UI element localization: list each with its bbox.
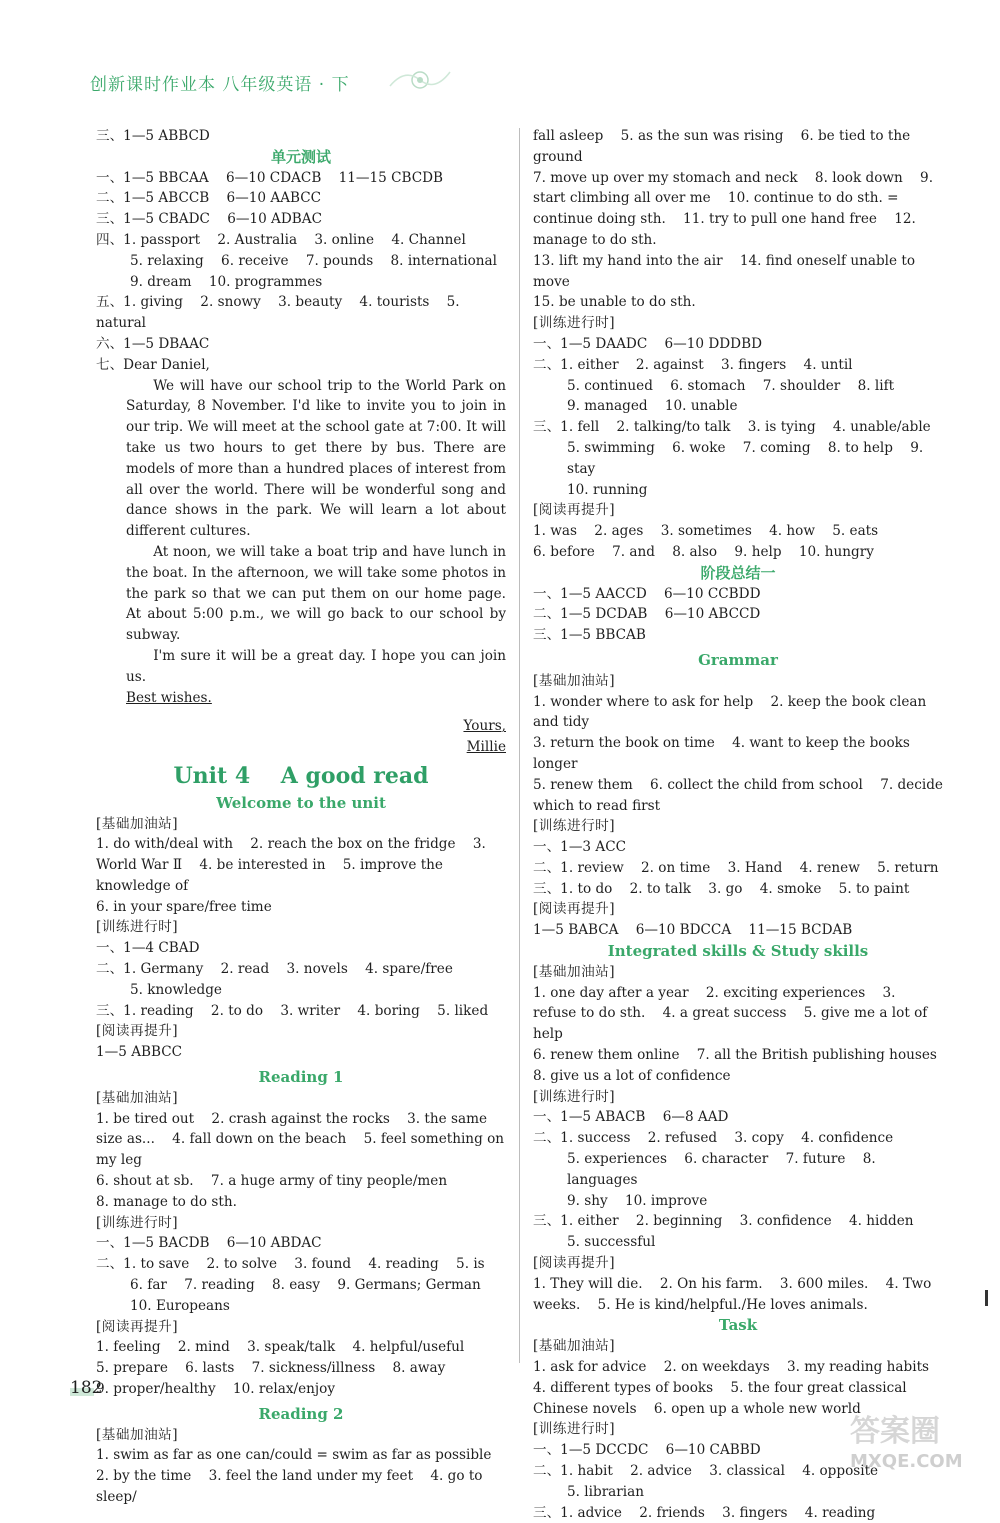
answer-line: 1. feeling 2. mind 3. speak/talk 4. helpful/useful: [96, 1339, 465, 1356]
letter-body: [96, 376, 511, 758]
subsection-label: [基础加油站]: [533, 1338, 616, 1355]
section-title-grammar: Grammar: [698, 650, 778, 669]
answer-line: 二、1. success 2. refused 3. copy 4. confidence: [533, 1130, 894, 1147]
answer-line: 1—5 ABBCC: [96, 1044, 183, 1061]
answer-line: 二、1. review 2. on time 3. Hand 4. renew 5. return: [533, 859, 939, 876]
watermark-text-cn: 答案圈: [850, 1414, 940, 1449]
answer-line: 9. shy 10. improve: [567, 1192, 708, 1209]
subsection-label: [基础加油站]: [96, 815, 179, 832]
answer-line: 一、1—5 ABACB 6—8 AAD: [533, 1109, 729, 1126]
header-title: 创新课时作业本 八年级英语 · 下: [90, 75, 350, 95]
answer-line: 二、1—5 DCDAB 6—10 ABCCD: [533, 606, 761, 623]
answer-line: 6. in your spare/free time: [96, 898, 272, 915]
subsection-label: [训练进行时]: [96, 1214, 179, 1231]
answer-line: 一、1—5 AACCD 6—10 CCBDD: [533, 585, 761, 602]
answer-line: 三、1—5 ABBCD: [96, 128, 210, 144]
column-divider: [519, 128, 520, 1363]
subsection-label: [阅读再提升]: [533, 502, 616, 519]
answer-line: 5. swimming 6. woke 7. coming 8. to help 9. stay: [567, 439, 928, 477]
subsection-label: [训练进行时]: [533, 315, 616, 332]
answer-line: 8. give us a lot of confidence: [533, 1067, 731, 1084]
answer-line: 三、1. either 2. beginning 3. confidence 4. hidden: [533, 1213, 914, 1230]
subsection-label: [基础加油站]: [96, 1089, 179, 1106]
answer-line: 六、1—5 DBAAC: [96, 335, 210, 352]
answer-line: 二、1. Germany 2. read 3. novels 4. spare/free: [96, 961, 453, 978]
answer-line: 4. different types of books 5. the four great classical Chinese novels 6. open up a whole new world: [533, 1379, 911, 1417]
letter-paragraph: We will have our school trip to the World Park on Saturday, 8 November. I'd like to invite you to join in our trip. We will meet at the school gate at 7:00. It will take us two hours to get there by bus. There are models of more than a hundred places of interest from all over the world. There will be wonderful song and dance shows in the park. We will learn a lot about different cultures.: [126, 377, 511, 540]
answer-line: 一、1—5 BACDB 6—10 ABDAC: [96, 1235, 322, 1252]
answer-line: 二、1. habit 2. advice 3. classical 4. opposite: [533, 1463, 879, 1479]
subsection-label: [基础加油站]: [533, 672, 616, 689]
left-column: [96, 126, 511, 1508]
answer-line: 1. one day after a year 2. exciting experiences 3. refuse to do sth. 4. a great success 5. give me a lot of help: [533, 984, 932, 1043]
section-title-reading2: Reading 2: [258, 1404, 344, 1423]
letter-closing: Best wishes.: [126, 689, 212, 706]
answer-line: fall asleep 5. as the sun was rising 6. be tied to the ground: [533, 128, 915, 165]
answer-line: 1. was 2. ages 3. sometimes 4. how 5. eats: [533, 523, 879, 540]
answer-line: 三、1—5 BBCAB: [533, 627, 646, 644]
answer-line: 1. do with/deal with 2. reach the box on the fridge 3. World War Ⅱ 4. be interested in 5. improve the knowledge of: [96, 836, 491, 894]
letter-sign-name: Millie: [466, 739, 506, 756]
answer-line: 1—5 BABCA 6—10 BDCCA 11—15 BCDAB: [533, 922, 853, 939]
answer-line: 一、1—5 DAADC 6—10 DDDBD: [533, 335, 762, 352]
answer-line: 2. by the time 3. feel the land under my feet 4. go to sleep/: [96, 1468, 487, 1505]
section-title-welcome: Welcome to the unit: [216, 793, 386, 812]
subsection-label: [基础加油站]: [533, 963, 616, 980]
answer-line: 二、1. to save 2. to solve 3. found 4. reading 5. is: [96, 1256, 485, 1273]
answer-line: 5. experiences 6. character 7. future 8. languages: [567, 1151, 881, 1188]
answer-line: 9. managed 10. unable: [567, 398, 738, 415]
subsection-label: [训练进行时]: [96, 919, 179, 936]
answer-line: 1. wonder where to ask for help 2. keep the book clean and tidy: [533, 693, 931, 731]
page-edge-mark: [985, 1290, 988, 1306]
answer-line: 9. dream 10. programmes: [130, 273, 323, 290]
answer-line: 1. ask for advice 2. on weekdays 3. my reading habits: [533, 1359, 930, 1376]
answer-line: 10. Europeans: [130, 1297, 230, 1314]
answer-line: 5. successful: [567, 1234, 656, 1251]
letter-sign-yours: Yours,: [463, 718, 506, 735]
page-number: 182: [70, 1378, 103, 1398]
answer-line: 3. return the book on time 4. want to keep the books longer: [533, 735, 915, 772]
answer-line: 5. renew them 6. collect the child from school 7. decide which to read first: [533, 776, 948, 814]
right-column: [533, 126, 948, 1523]
answer-line: 一、1—5 DCCDC 6—10 CABBD: [533, 1442, 761, 1459]
header-flower-icon: [385, 62, 455, 98]
answer-line: 三、1—5 CBADC 6—10 ADBAC: [96, 211, 322, 228]
answer-line: 三、1. reading 2. to do 3. writer 4. boring 5. liked: [96, 1002, 489, 1019]
answer-line: 七、Dear Daniel,: [96, 356, 210, 373]
answer-line: 一、1—4 CBAD: [96, 940, 200, 957]
section-title-stage-summary: 阶段总结一: [700, 563, 776, 582]
answer-line: 二、1. either 2. against 3. fingers 4. until: [533, 356, 853, 373]
answer-line: 三、1. fell 2. talking/to talk 3. is tying 4. unable/able: [533, 419, 931, 436]
watermark-text-en: MXQE.COM: [850, 1451, 963, 1472]
answer-line: 二、1—5 ABCCB 6—10 AABCC: [96, 190, 322, 207]
section-title-reading1: Reading 1: [258, 1068, 344, 1087]
answer-line: 五、1. giving 2. snowy 3. beauty 4. tourists 5. natural: [96, 294, 464, 332]
subsection-label: [阅读再提升]: [533, 1255, 616, 1272]
answer-line: 1. They will die. 2. On his farm. 3. 600 miles. 4. Two weeks. 5. He is kind/helpful./He loves animals.: [533, 1275, 936, 1313]
answer-line: 15. be unable to do sth.: [533, 294, 696, 311]
answer-line: 6. before 7. and 8. also 9. help 10. hungry: [533, 543, 874, 560]
answer-line: 1. be tired out 2. crash against the rocks 3. the same size as... 4. fall down on the beach 5. feel something on my leg: [96, 1110, 509, 1169]
subsection-label: [训练进行时]: [533, 818, 616, 835]
answer-line: 13. lift my hand into the air 14. find oneself unable to move: [533, 252, 920, 290]
subsection-label: [阅读再提升]: [96, 1023, 179, 1040]
watermark-logo: [840, 1405, 990, 1475]
answer-line: 9. proper/healthy 10. relax/enjoy: [96, 1381, 335, 1398]
section-title-integrated-skills: Integrated skills & Study skills: [607, 942, 869, 961]
unit-title: Unit 4 A good read: [173, 762, 429, 789]
answer-line: 7. move up over my stomach and neck 8. look down 9. start climbing all over me 10. continue to do sth. = continue doing sth. 11. try to pull one hand free 12. manage to do sth.: [533, 169, 938, 248]
letter-paragraph: I'm sure it will be a great day. I hope you can join us.: [126, 647, 511, 685]
answer-line: 5. relaxing 6. receive 7. pounds 8. international: [130, 252, 497, 269]
answer-line: 一、1—5 BBCAA 6—10 CDACB 11—15 CBCDB: [96, 169, 444, 186]
answer-line: 1. swim as far as one can/could = swim as far as possible: [96, 1447, 492, 1464]
answer-line: 四、1. passport 2. Australia 3. online 4. Channel: [96, 231, 466, 248]
section-title-unit-test: 单元测试: [270, 147, 331, 166]
answer-line: 5. prepare 6. lasts 7. sickness/illness 8. away: [96, 1360, 446, 1377]
letter-paragraph: At noon, we will take a boat trip and have lunch in the boat. In the afternoon, we will take some photos in the park so that we can put them on our home page. At about 5:00 p.m., we will go back to our school by subway.: [126, 543, 511, 644]
answer-line: 6. far 7. reading 8. easy 9. Germans; German: [130, 1277, 481, 1294]
subsection-label: [阅读再提升]: [96, 1318, 179, 1335]
answer-line: 10. running: [567, 481, 648, 498]
subsection-label: [阅读再提升]: [533, 901, 616, 918]
answer-line: 三、1. advice 2. friends 3. fingers 4. reading: [533, 1504, 876, 1521]
answer-line: 8. manage to do sth.: [96, 1193, 237, 1210]
answer-line: 5. librarian: [567, 1483, 644, 1500]
answer-line: 一、1—3 ACC: [533, 839, 627, 856]
answer-line: 三、1. to do 2. to talk 3. go 4. smoke 5. to paint: [533, 880, 910, 897]
answer-line: 5. knowledge: [130, 981, 222, 998]
subsection-label: [训练进行时]: [533, 1421, 616, 1438]
answer-line: 5. continued 6. stomach 7. shoulder 8. lift: [567, 377, 895, 394]
subsection-label: [基础加油站]: [96, 1426, 179, 1443]
answer-line: 6. renew them online 7. all the British publishing houses: [533, 1047, 937, 1064]
answer-line: 6. shout at sb. 7. a huge army of tiny people/men: [96, 1173, 448, 1190]
section-title-task: Task: [718, 1316, 758, 1335]
subsection-label: [训练进行时]: [533, 1088, 616, 1105]
